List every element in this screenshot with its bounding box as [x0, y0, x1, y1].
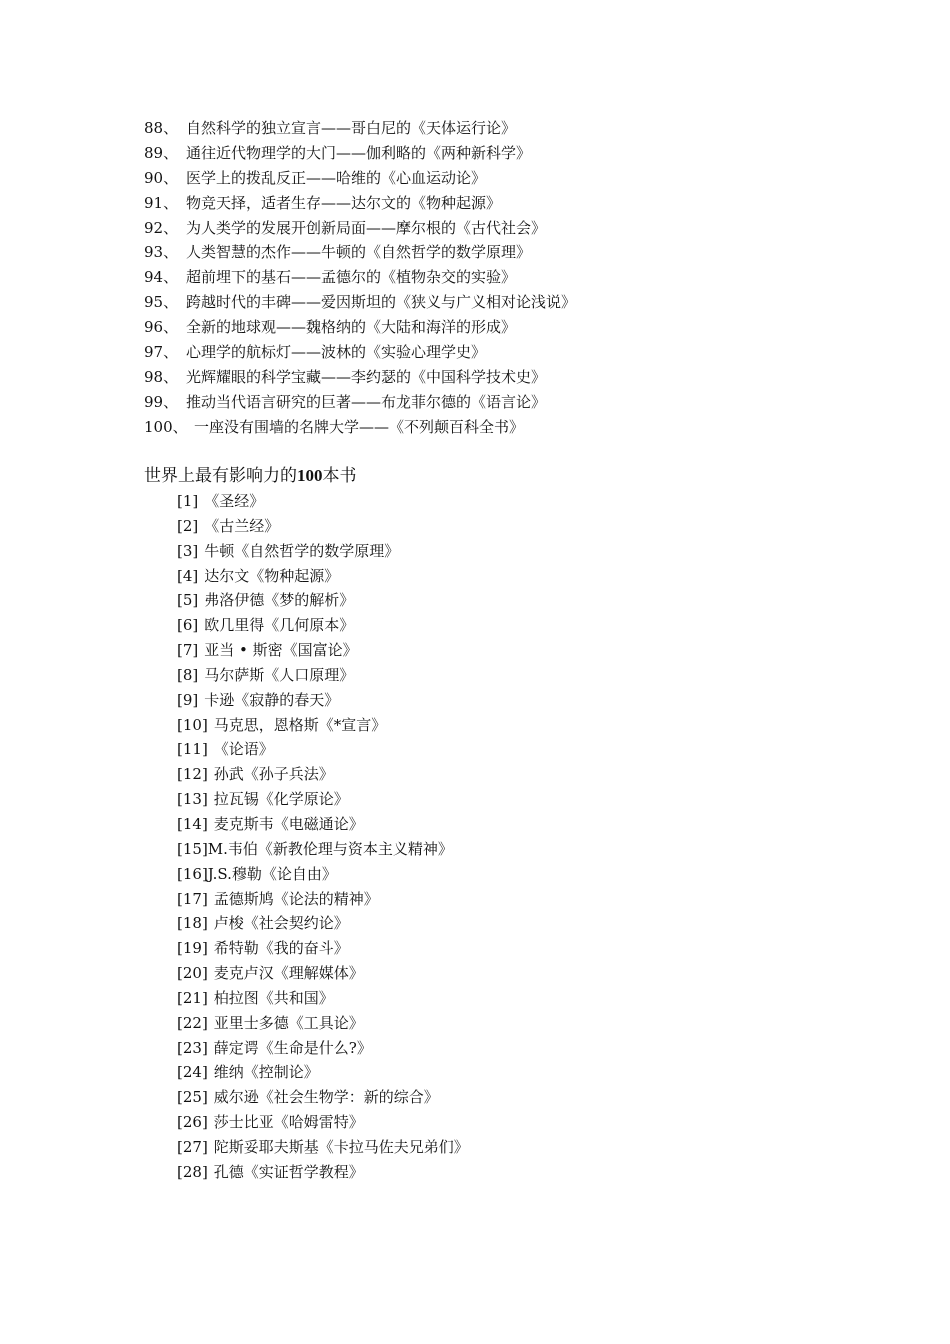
list-item-number: [8] — [177, 665, 199, 684]
list-item — [177, 887, 469, 912]
list-item-number: [17] — [177, 889, 208, 908]
top-100-books-list — [177, 489, 469, 1185]
list-item-number: 89、 — [144, 143, 179, 162]
list-item-text: 维纳《控制论》 — [213, 1063, 319, 1082]
list-item-text: 《古兰经》 — [204, 516, 280, 535]
list-item-text: 超前埋下的基石——孟德尔的《植物杂交的实验》 — [186, 268, 517, 287]
list-item-text: 自然科学的独立宣言——哥白尼的《天体运行论》 — [186, 119, 517, 137]
list-item-text: 推动当代语言研究的巨著——布龙菲尔德的《语言论》 — [186, 392, 547, 411]
list-item-text: 拉瓦锡《化学原论》 — [213, 790, 349, 809]
list-item — [144, 365, 576, 390]
list-item — [177, 1110, 469, 1135]
list-item — [177, 737, 469, 762]
list-item — [177, 812, 469, 837]
list-item-number: [9] — [177, 690, 199, 709]
list-item-number: [4] — [177, 566, 199, 585]
list-item-number: 93、 — [144, 243, 179, 262]
list-item-text: 柏拉图《共和国》 — [213, 988, 334, 1007]
list-item-text: 莎士比亚《哈姆雷特》 — [213, 1113, 364, 1132]
list-item-number: 96、 — [144, 318, 179, 337]
list-item-text: 达尔文《物种起源》 — [204, 566, 340, 585]
list-item-text: 希特勒《我的奋斗》 — [213, 939, 349, 958]
list-item-text: 卢梭《社会契约论》 — [213, 914, 349, 933]
list-item-text: 《圣经》 — [204, 492, 265, 510]
list-item-number: 100、 — [144, 417, 188, 436]
list-item-number: [25] — [177, 1088, 208, 1107]
list-item — [144, 191, 576, 216]
list-item — [177, 1060, 469, 1085]
list-item-text: 《论语》 — [213, 740, 274, 759]
list-item-number: [3] — [177, 541, 199, 560]
list-item-text: 心理学的航标灯——波林的《实验心理学史》 — [186, 343, 487, 362]
list-item-text: 麦克斯韦《电磁通论》 — [213, 814, 364, 833]
list-item — [144, 315, 576, 340]
list-item-text: J.S.穆勒《论自由》 — [207, 864, 337, 883]
list-item — [177, 539, 469, 564]
list-item — [177, 911, 469, 936]
list-item-number: 99、 — [144, 392, 179, 411]
list-item-text: 跨越时代的丰碑——爱因斯坦的《狭义与广义相对论浅说》 — [186, 293, 577, 312]
list-item-text: 光辉耀眼的科学宝藏——李约瑟的《中国科学技术史》 — [186, 367, 547, 386]
list-item — [177, 762, 469, 787]
list-item — [177, 613, 469, 638]
list-item-number: 92、 — [144, 218, 179, 237]
heading-suffix: 本书 — [322, 466, 357, 486]
list-item-number: [14] — [177, 814, 208, 833]
list-item-text: 人类智慧的杰作——牛顿的《自然哲学的数学原理》 — [186, 243, 532, 262]
list-item — [177, 862, 469, 887]
list-item-text: 陀斯妥耶夫斯基《卡拉马佐夫兄弟们》 — [213, 1137, 469, 1156]
list-item-text: 威尔逊《社会生物学：新的综合》 — [213, 1088, 439, 1107]
list-item — [144, 415, 576, 440]
list-item-number: [16] — [177, 864, 208, 883]
list-item-text: 牛顿《自然哲学的数学原理》 — [204, 541, 400, 560]
list-item-text: 麦克卢汉《理解媒体》 — [213, 964, 364, 983]
heading-prefix: 世界上最有影响力的 — [144, 466, 297, 486]
list-item-number: [1] — [177, 492, 199, 510]
list-item-number: [7] — [177, 641, 199, 660]
list-item-number: 91、 — [144, 193, 179, 212]
list-item-number: [19] — [177, 939, 208, 958]
list-item-number: [5] — [177, 591, 199, 610]
list-item-number: [12] — [177, 765, 208, 784]
list-item — [177, 489, 469, 514]
list-item-number: [13] — [177, 790, 208, 809]
section-heading — [144, 461, 357, 486]
list-item-text: 亚当 • 斯密《国富论》 — [204, 641, 358, 660]
list-item-text: 马尔萨斯《人口原理》 — [204, 665, 355, 684]
list-item — [177, 663, 469, 688]
list-item-number: [27] — [177, 1137, 208, 1156]
list-item-text: 全新的地球观——魏格纳的《大陆和海洋的形成》 — [186, 318, 517, 337]
list-item-number: 97、 — [144, 343, 179, 362]
list-item-text: 弗洛伊德《梦的解析》 — [204, 591, 355, 610]
list-item — [144, 340, 576, 365]
list-item-number: 98、 — [144, 367, 179, 386]
list-item-number: [21] — [177, 988, 208, 1007]
list-item — [144, 141, 576, 166]
list-item-text: M.韦伯《新教伦理与资本主义精神》 — [207, 839, 453, 858]
list-item-number: 88、 — [144, 119, 179, 137]
list-item — [144, 166, 576, 191]
list-item-text: 亚里士多德《工具论》 — [213, 1013, 364, 1032]
list-item-text: 为人类学的发展开创新局面——摩尔根的《古代社会》 — [186, 218, 547, 237]
list-item — [144, 265, 576, 290]
list-item-number: [26] — [177, 1113, 208, 1132]
list-item — [177, 514, 469, 539]
list-item-text: 孔德《实证哲学教程》 — [213, 1162, 364, 1181]
list-item-text: 一座没有围墙的名牌大学——《不列颠百科全书》 — [194, 417, 525, 436]
list-item-number: [2] — [177, 516, 199, 535]
list-item-number: 94、 — [144, 268, 179, 287]
list-item — [144, 216, 576, 241]
list-item-number: 90、 — [144, 168, 179, 187]
list-item-text: 通往近代物理学的大门——伽利略的《两种新科学》 — [186, 143, 532, 162]
list-item — [177, 1085, 469, 1110]
list-item — [144, 290, 576, 315]
list-item — [144, 116, 576, 141]
list-item-text: 孟德斯鸠《论法的精神》 — [213, 889, 379, 908]
list-item-number: [28] — [177, 1162, 208, 1181]
list-item — [177, 961, 469, 986]
list-item — [177, 936, 469, 961]
list-item — [177, 986, 469, 1011]
list-item — [177, 787, 469, 812]
list-item — [177, 638, 469, 663]
list-item-number: [23] — [177, 1038, 208, 1057]
list-item — [177, 688, 469, 713]
numbered-book-list — [144, 116, 576, 440]
list-item-text: 孙武《孙子兵法》 — [213, 765, 334, 784]
list-item — [177, 1135, 469, 1160]
list-item — [177, 1160, 469, 1185]
list-item-text: 物竞天择，适者生存——达尔文的《物种起源》 — [186, 193, 502, 212]
list-item-number: [20] — [177, 964, 208, 983]
list-item — [144, 240, 576, 265]
list-item — [177, 1036, 469, 1061]
list-item — [177, 837, 469, 862]
list-item-number: [10] — [177, 715, 208, 734]
list-item-text: 薛定谔《生命是什么?》 — [213, 1038, 372, 1057]
list-item-number: [15] — [177, 839, 208, 858]
list-item — [177, 1011, 469, 1036]
list-item-number: [18] — [177, 914, 208, 933]
list-item-text: 卡逊《寂静的春天》 — [204, 690, 340, 709]
list-item — [177, 713, 469, 738]
list-item-text: 欧几里得《几何原本》 — [204, 616, 355, 635]
list-item-number: [11] — [177, 740, 208, 759]
list-item-number: 95、 — [144, 293, 179, 312]
list-item-number: [24] — [177, 1063, 208, 1082]
list-item — [177, 588, 469, 613]
heading-number: 100 — [297, 466, 323, 485]
list-item-text: 医学上的拨乱反正——哈维的《心血运动论》 — [186, 168, 487, 187]
list-item — [177, 564, 469, 589]
list-item-text: 马克思，恩格斯《*宣言》 — [213, 715, 387, 734]
list-item-number: [22] — [177, 1013, 208, 1032]
list-item — [144, 390, 576, 415]
list-item-number: [6] — [177, 616, 199, 635]
